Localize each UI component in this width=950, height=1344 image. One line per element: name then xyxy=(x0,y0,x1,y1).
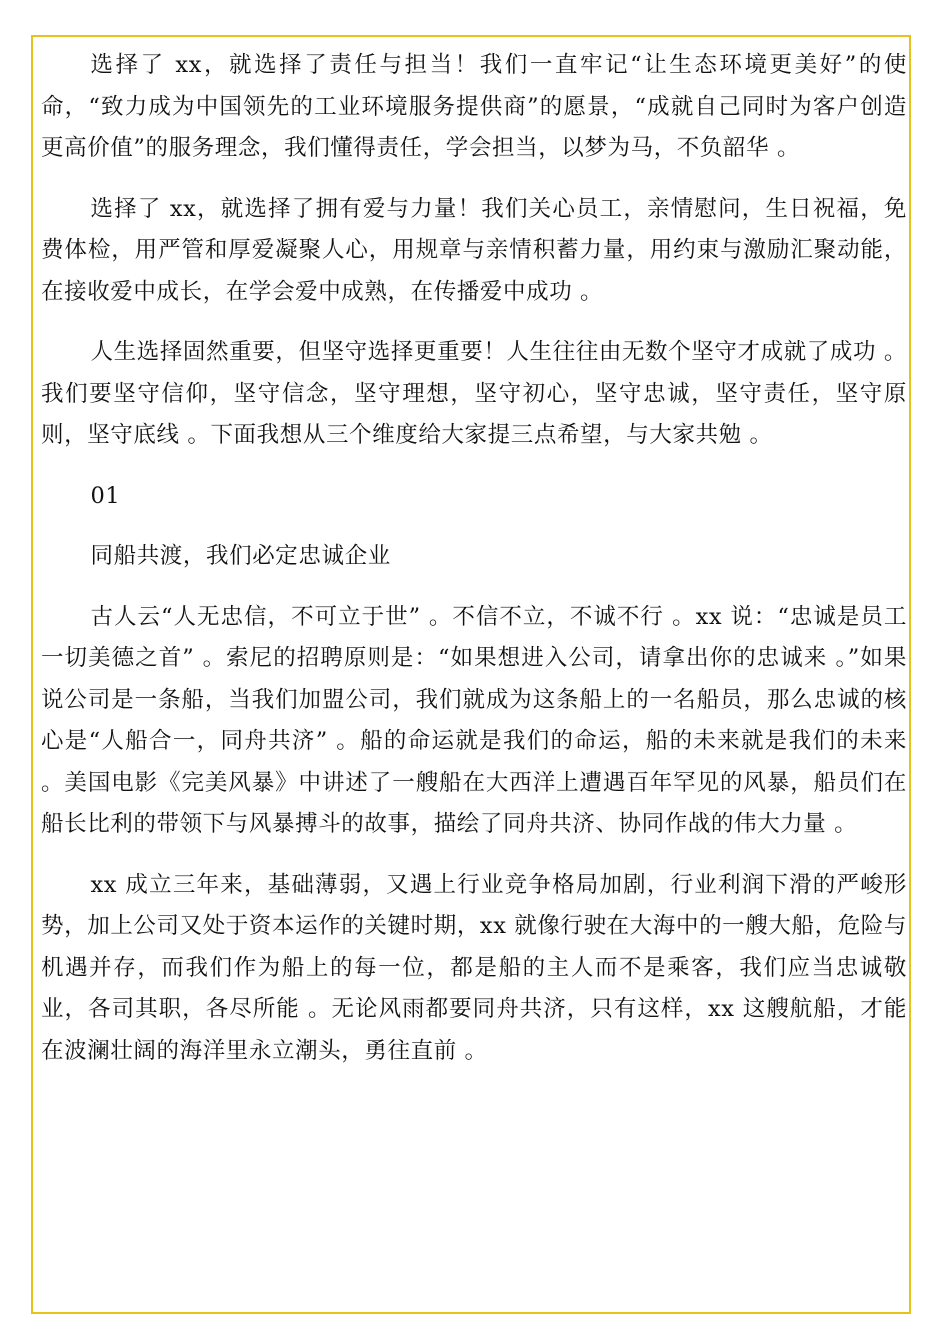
paragraph-company-situation: xx 成立三年来，基础薄弱，又遇上行业竞争格局加剧，行业利润下滑的严峻形势，加上公司又处于资本运作的关键时期，xx 就像行驶在大海中的一艘大船，危险与机遇并存，而我们作为船上的每一位，都是船的主人而不是乘客，我们应当忠诚敬业，各司其职，各尽所能 。无论风雨都要同舟共济，只有这样，xx 这艘航船，才能在波澜壮阔的海洋里永立潮头，勇往直前 。 xyxy=(41,871,907,1064)
section-heading: 同船共渡，我们必定忠诚企业 xyxy=(90,543,391,569)
paragraph-responsibility: 选择了 xx，就选择了责任与担当！我们一直牢记“让生态环境更美好”的使命，“致力成为中国领先的工业环境服务提供商”的愿景，“成就自己同时为客户创造更高价值”的服务理念，我们懂得责任，学会担当，以梦为马，不负韶华 。 xyxy=(41,52,907,161)
document-body xyxy=(41,45,907,1091)
paragraph-love-and-strength: 选择了 xx，就选择了拥有爱与力量！我们关心员工，亲情慰问，生日祝福，免费体检，用严管和厚爱凝聚人心，用规章与亲情积蓄力量，用约束与激励汇聚动能，在接收爱中成长，在学会爱中成熟，在传播爱中成功 。 xyxy=(41,195,907,305)
paragraph-loyalty: 古人云“人无忠信，不可立于世” 。不信不立，不诚不行 。xx 说：“忠诚是员工一切美德之首” 。索尼的招聘原则是：“如果想进入公司，请拿出你的忠诚来 。”如果说公司是一条船，当我们加盟公司，我们就成为这条船上的一名船员，那么忠诚的核心是“人船合一，同舟共济” 。船的命运就是我们的命运，船的未来就是我们的未来 。美国电影《完美风暴》中讲述了一艘船在大西洋上遭遇百年罕见的风暴，船员们在船长比利的带领下与风暴搏斗的故事，描绘了同舟共济、协同作战的伟大力量 。 xyxy=(41,603,907,837)
paragraph-persistence: 人生选择固然重要，但坚守选择更重要！人生往往由无数个坚守才成就了成功 。我们要坚守信仰，坚守信念，坚守理想，坚守初心，坚守忠诚，坚守责任，坚守原则，坚守底线 。下面我想从三个维度给大家提三点希望，与大家共勉 。 xyxy=(41,339,907,448)
section-number: 01 xyxy=(90,482,121,509)
